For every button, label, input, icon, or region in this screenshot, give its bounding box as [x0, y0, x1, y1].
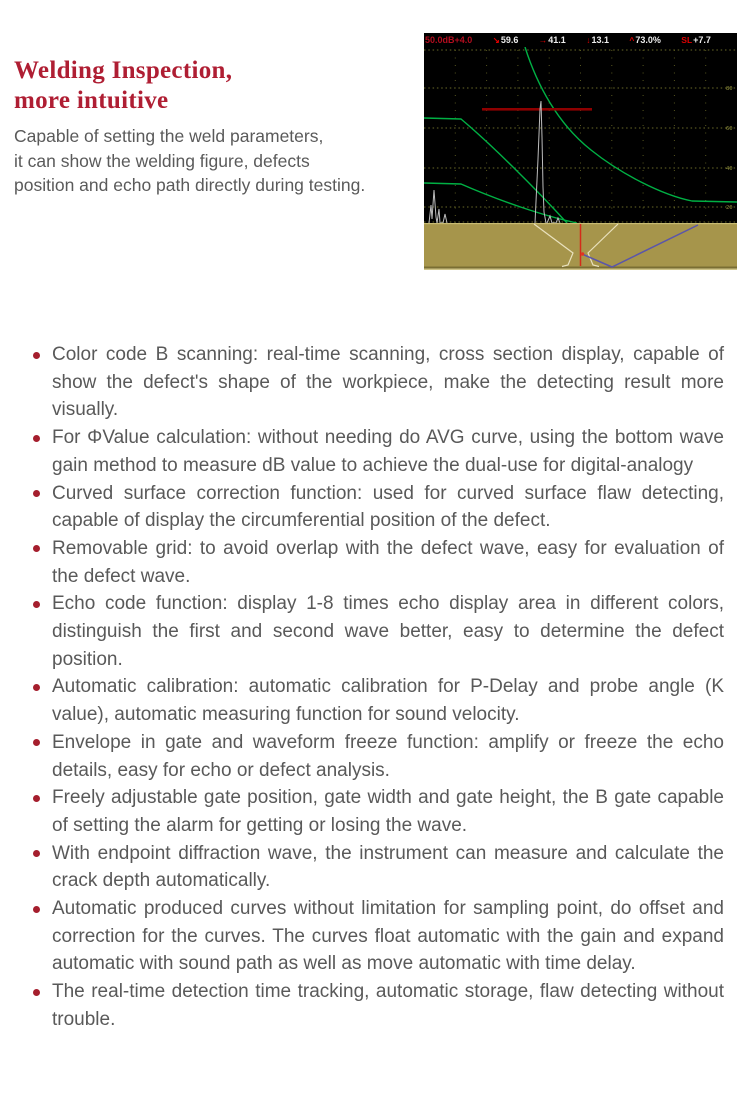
feature-list-section [30, 341, 724, 1034]
gate-a-line [482, 108, 592, 111]
bullet-icon [33, 739, 40, 746]
sl-label: SL [681, 35, 693, 45]
defect-marker-dot [581, 252, 585, 256]
device-status-bar [424, 33, 737, 47]
description-line: it can show the welding figure, defects [14, 150, 310, 171]
gain-readout: 50.0dB+4.0 [425, 35, 473, 45]
bullet-icon [33, 906, 40, 913]
sound-path-readout: ↘ 59.6 [492, 34, 519, 45]
bullet-icon [33, 795, 40, 802]
down-arrow-icon: ↓ [586, 35, 591, 45]
feature-item: Freely adjustable gate position, gate width and gate height, the B gate capable of setting the alarm for getting or losing the wave. [30, 784, 724, 839]
horizontal-distance-readout: → 41.1 [538, 35, 566, 45]
feature-item: For ΦValue calculation: without needing do AVG curve, using the bottom wave gain method to measure dB value to achieve the dual-use for digital-analogy [30, 424, 724, 479]
header-description [14, 124, 418, 198]
ultrasonic-flaw-detector-screen [424, 33, 737, 270]
feature-item: Automatic produced curves without limitation for sampling point, do offset and correction for the curves. The curves float automatic with the gain and expand automatic with sound path as well as move automatic with time delay. [30, 895, 724, 978]
right-arrow-icon: → [538, 35, 548, 45]
bullet-icon [33, 435, 40, 442]
weld-cross-section [424, 223, 737, 270]
bullet-icon [33, 684, 40, 691]
scale-label-60: 60 [726, 126, 733, 132]
bullet-icon [33, 850, 40, 857]
feature-item: Envelope in gate and waveform freeze function: amplify or freeze the echo details, easy for echo or defect analysis. [30, 729, 724, 784]
description-line: Capable of setting the weld parameters, [14, 126, 324, 146]
caret-icon: ^ [629, 35, 635, 45]
description-line: position and echo path directly during testing. [14, 175, 366, 195]
waveform-display [424, 47, 737, 270]
feature-item: Removable grid: to avoid overlap with the defect wave, easy for evaluation of the defect wave. [30, 535, 724, 590]
feature-item: With endpoint diffraction wave, the instrument can measure and calculate the crack depth automatically. [30, 840, 724, 895]
depth-readout: ↓ 13.1 [586, 35, 609, 45]
feature-item: Automatic calibration: automatic calibration for P-Delay and probe angle (K value), automatic measuring function for sound velocity. [30, 673, 724, 728]
feature-item: Echo code function: display 1-8 times echo display area in different colors, distinguish the first and second wave better, easy to determine the defect position. [30, 590, 724, 673]
bullet-icon [33, 989, 40, 996]
page-title-line-1: Welding Inspection, [14, 57, 233, 84]
bullet-icon [33, 490, 40, 497]
feature-item: The real-time detection time tracking, automatic storage, flaw detecting without trouble. [30, 978, 724, 1033]
sound-path-arrow-icon: ↘ [492, 34, 500, 45]
page-title-line-2: more intuitive [14, 87, 169, 114]
amplitude-readout: ^ 73.0% [629, 35, 661, 45]
scale-label-20: 20 [726, 205, 733, 211]
bullet-icon [33, 601, 40, 608]
scale-label-40: 40 [726, 166, 733, 172]
feature-item: Color code B scanning: real-time scanning, cross section display, capable of show the defect's shape of the workpiece, make the detecting result more visually. [30, 341, 724, 424]
feature-list [30, 341, 724, 1034]
feature-item: Curved surface correction function: used for curved surface flaw detecting, capable of display the circumferential position of the defect. [30, 480, 724, 535]
bullet-icon [33, 545, 40, 552]
header-section [14, 56, 418, 198]
scale-label-80: 80 [726, 86, 733, 92]
sl-readout: SL +7.7 [681, 35, 711, 45]
bullet-icon [33, 352, 40, 359]
